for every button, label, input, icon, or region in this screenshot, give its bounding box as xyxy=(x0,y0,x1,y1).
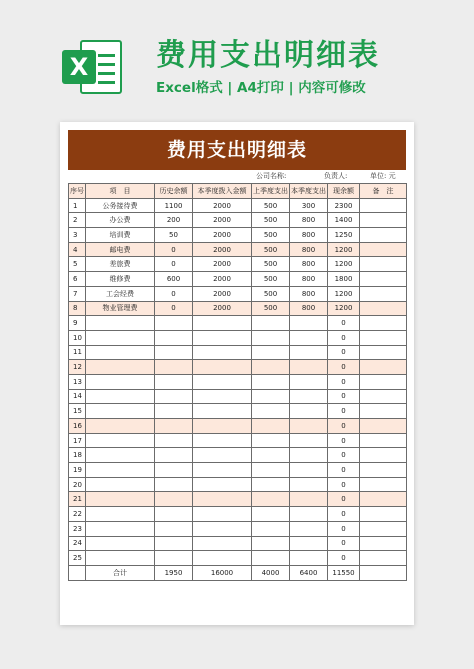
cell-bal: 0 xyxy=(328,419,360,434)
table-row xyxy=(69,448,407,463)
company-name-label: 公司名称: xyxy=(256,172,287,180)
cell-no: 21 xyxy=(69,492,86,507)
cell-note xyxy=(360,272,407,287)
cell-no: 15 xyxy=(69,404,86,419)
cell-curr xyxy=(290,316,328,331)
cell-note xyxy=(360,507,407,522)
cell-curr xyxy=(290,463,328,478)
header-cell: 历史余额 xyxy=(155,184,193,199)
cell-note xyxy=(360,463,407,478)
header-cell: 现余额 xyxy=(328,184,360,199)
cell-note xyxy=(360,301,407,316)
cell-alloc xyxy=(193,492,252,507)
cell-alloc xyxy=(193,507,252,522)
table-row xyxy=(69,521,407,536)
cell-item: 维修费 xyxy=(86,272,155,287)
excel-letter: X xyxy=(62,50,96,84)
cell-no: 23 xyxy=(69,521,86,536)
cell-bal: 1200 xyxy=(328,301,360,316)
cell-curr xyxy=(290,536,328,551)
cell-prev xyxy=(252,536,290,551)
cell-bal: 0 xyxy=(328,551,360,566)
cell-curr: 800 xyxy=(290,286,328,301)
cell-bal: 0 xyxy=(328,389,360,404)
cell-note xyxy=(360,551,407,566)
cell-bal: 0 xyxy=(328,360,360,375)
cell-alloc xyxy=(193,345,252,360)
cell-no: 1 xyxy=(69,198,86,213)
cell-no: 16 xyxy=(69,419,86,434)
cell-no: 18 xyxy=(69,448,86,463)
cell-alloc xyxy=(193,374,252,389)
cell-item xyxy=(86,448,155,463)
cell-alloc: 2000 xyxy=(193,257,252,272)
cell-bal: 0 xyxy=(328,374,360,389)
table-row xyxy=(69,433,407,448)
cell-item xyxy=(86,463,155,478)
cell-note xyxy=(360,257,407,272)
cell-prev xyxy=(252,345,290,360)
cell-note xyxy=(360,419,407,434)
cell-item xyxy=(86,536,155,551)
excel-icon xyxy=(62,36,124,98)
cell-alloc xyxy=(193,419,252,434)
cell-prev xyxy=(252,521,290,536)
cell-item xyxy=(86,492,155,507)
cell-no: 6 xyxy=(69,272,86,287)
cell-no: 17 xyxy=(69,433,86,448)
cell-bal: 0 xyxy=(328,477,360,492)
cell-no: 25 xyxy=(69,551,86,566)
table-row xyxy=(69,213,407,228)
cell-no: 14 xyxy=(69,389,86,404)
cell-hist xyxy=(155,360,193,375)
cell-prev xyxy=(252,316,290,331)
cell-item xyxy=(86,360,155,375)
totals-row xyxy=(69,565,407,580)
cell-hist: 200 xyxy=(155,213,193,228)
template-banner xyxy=(0,0,474,120)
cell-hist xyxy=(155,536,193,551)
cell-alloc: 2000 xyxy=(193,301,252,316)
table-row xyxy=(69,463,407,478)
cell-prev xyxy=(252,389,290,404)
cell-curr: 800 xyxy=(290,301,328,316)
cell-curr: 800 xyxy=(290,272,328,287)
cell-note xyxy=(360,286,407,301)
cell-item: 差旅费 xyxy=(86,257,155,272)
table-row xyxy=(69,301,407,316)
cell-note xyxy=(360,536,407,551)
cell-hist: 0 xyxy=(155,242,193,257)
cell-prev: 500 xyxy=(252,301,290,316)
cell-item: 培训费 xyxy=(86,228,155,243)
total-bal-cell: 11550 xyxy=(328,565,360,580)
cell-curr xyxy=(290,404,328,419)
table-row xyxy=(69,286,407,301)
cell-note xyxy=(360,242,407,257)
cell-note xyxy=(360,521,407,536)
cell-hist xyxy=(155,477,193,492)
table-row xyxy=(69,228,407,243)
cell-alloc xyxy=(193,404,252,419)
cell-note xyxy=(360,228,407,243)
cell-bal: 2300 xyxy=(328,198,360,213)
total-curr-cell: 6400 xyxy=(290,565,328,580)
cell-bal: 0 xyxy=(328,433,360,448)
cell-prev xyxy=(252,448,290,463)
cell-prev: 500 xyxy=(252,242,290,257)
cell-bal: 0 xyxy=(328,345,360,360)
cell-alloc xyxy=(193,536,252,551)
cell-curr xyxy=(290,507,328,522)
cell-alloc xyxy=(193,448,252,463)
cell-item xyxy=(86,389,155,404)
owner-label: 负责人: xyxy=(324,172,348,180)
cell-alloc: 2000 xyxy=(193,228,252,243)
cell-prev: 500 xyxy=(252,213,290,228)
cell-prev: 500 xyxy=(252,228,290,243)
cell-hist xyxy=(155,448,193,463)
cell-prev: 500 xyxy=(252,272,290,287)
cell-hist xyxy=(155,433,193,448)
cell-item: 办公费 xyxy=(86,213,155,228)
header-cell: 项 目 xyxy=(86,184,155,199)
cell-prev xyxy=(252,551,290,566)
cell-curr: 800 xyxy=(290,213,328,228)
cell-hist xyxy=(155,316,193,331)
table-row xyxy=(69,257,407,272)
header-cell: 本季度拨入金额 xyxy=(193,184,252,199)
cell-hist xyxy=(155,492,193,507)
cell-alloc xyxy=(193,360,252,375)
cell-item xyxy=(86,477,155,492)
cell-bal: 1200 xyxy=(328,242,360,257)
cell-note xyxy=(360,360,407,375)
cell-item xyxy=(86,419,155,434)
cell-note xyxy=(360,330,407,345)
cell-item xyxy=(86,507,155,522)
cell-no: 4 xyxy=(69,242,86,257)
cell-alloc xyxy=(193,521,252,536)
cell-curr: 300 xyxy=(290,198,328,213)
cell-curr: 800 xyxy=(290,228,328,243)
cell-item: 工会经费 xyxy=(86,286,155,301)
cell-prev xyxy=(252,330,290,345)
cell-note xyxy=(360,492,407,507)
banner-title: 费用支出明细表 xyxy=(156,38,380,73)
cell-hist xyxy=(155,551,193,566)
cell-curr xyxy=(290,477,328,492)
cell-note xyxy=(360,213,407,228)
cell-alloc xyxy=(193,330,252,345)
cell-no: 12 xyxy=(69,360,86,375)
cell-hist xyxy=(155,404,193,419)
cell-bal: 0 xyxy=(328,448,360,463)
cell-alloc: 2000 xyxy=(193,272,252,287)
cell-alloc xyxy=(193,389,252,404)
cell-curr xyxy=(290,389,328,404)
cell-note xyxy=(360,448,407,463)
cell-bal: 1200 xyxy=(328,257,360,272)
cell-prev xyxy=(252,477,290,492)
cell-curr xyxy=(290,492,328,507)
cell-prev: 500 xyxy=(252,257,290,272)
cell-note xyxy=(360,433,407,448)
cell-bal: 0 xyxy=(328,330,360,345)
cell-no: 11 xyxy=(69,345,86,360)
cell-hist: 600 xyxy=(155,272,193,287)
cell-alloc: 2000 xyxy=(193,213,252,228)
cell-item xyxy=(86,404,155,419)
cell-prev xyxy=(252,374,290,389)
cell-no: 8 xyxy=(69,301,86,316)
cell-bal: 1250 xyxy=(328,228,360,243)
expense-table xyxy=(68,183,407,581)
cell-alloc xyxy=(193,551,252,566)
table-row xyxy=(69,419,407,434)
cell-bal: 0 xyxy=(328,404,360,419)
banner-subtitle: Excel格式 | A4打印 | 内容可修改 xyxy=(156,80,366,96)
total-alloc-cell: 16000 xyxy=(193,565,252,580)
cell-curr: 800 xyxy=(290,242,328,257)
cell-prev: 500 xyxy=(252,198,290,213)
cell-hist xyxy=(155,389,193,404)
cell-hist xyxy=(155,345,193,360)
cell-note xyxy=(360,389,407,404)
cell-bal: 0 xyxy=(328,536,360,551)
cell-alloc: 2000 xyxy=(193,198,252,213)
cell-alloc xyxy=(193,477,252,492)
cell-alloc: 2000 xyxy=(193,286,252,301)
cell-curr xyxy=(290,433,328,448)
table-header-row xyxy=(69,184,407,199)
table-row xyxy=(69,330,407,345)
total-spacer-cell xyxy=(69,565,86,580)
cell-alloc xyxy=(193,463,252,478)
cell-bal: 0 xyxy=(328,507,360,522)
cell-item: 物业管理费 xyxy=(86,301,155,316)
table-row xyxy=(69,492,407,507)
cell-curr xyxy=(290,419,328,434)
cell-curr xyxy=(290,551,328,566)
cell-prev xyxy=(252,419,290,434)
cell-prev xyxy=(252,492,290,507)
total-note-cell xyxy=(360,565,407,580)
cell-note xyxy=(360,345,407,360)
total-hist-cell: 1950 xyxy=(155,565,193,580)
cell-hist xyxy=(155,374,193,389)
table-row xyxy=(69,198,407,213)
cell-alloc xyxy=(193,316,252,331)
cell-hist: 0 xyxy=(155,286,193,301)
table-row xyxy=(69,272,407,287)
cell-hist xyxy=(155,507,193,522)
cell-hist: 0 xyxy=(155,257,193,272)
table-row xyxy=(69,389,407,404)
cell-item xyxy=(86,521,155,536)
spreadsheet-preview xyxy=(60,122,414,625)
table-row xyxy=(69,360,407,375)
table-row xyxy=(69,345,407,360)
table-row xyxy=(69,536,407,551)
header-cell: 序号 xyxy=(69,184,86,199)
table-row xyxy=(69,404,407,419)
cell-curr xyxy=(290,360,328,375)
cell-curr: 800 xyxy=(290,257,328,272)
cell-alloc: 2000 xyxy=(193,242,252,257)
table-row xyxy=(69,551,407,566)
header-cell: 上季度支出 xyxy=(252,184,290,199)
cell-item xyxy=(86,345,155,360)
cell-bal: 1400 xyxy=(328,213,360,228)
cell-prev xyxy=(252,433,290,448)
cell-note xyxy=(360,374,407,389)
cell-bal: 0 xyxy=(328,521,360,536)
cell-hist xyxy=(155,330,193,345)
cell-alloc xyxy=(193,433,252,448)
cell-prev xyxy=(252,463,290,478)
cell-bal: 1800 xyxy=(328,272,360,287)
cell-item xyxy=(86,330,155,345)
cell-no: 22 xyxy=(69,507,86,522)
table-row xyxy=(69,507,407,522)
header-cell: 备 注 xyxy=(360,184,407,199)
cell-no: 7 xyxy=(69,286,86,301)
cell-item xyxy=(86,316,155,331)
cell-no: 9 xyxy=(69,316,86,331)
table-row xyxy=(69,477,407,492)
cell-prev xyxy=(252,360,290,375)
cell-item xyxy=(86,551,155,566)
cell-bal: 0 xyxy=(328,463,360,478)
sheet-title: 费用支出明细表 xyxy=(68,130,406,170)
cell-curr xyxy=(290,448,328,463)
cell-no: 24 xyxy=(69,536,86,551)
header-cell: 本季度支出 xyxy=(290,184,328,199)
cell-hist xyxy=(155,521,193,536)
cell-no: 5 xyxy=(69,257,86,272)
table-row xyxy=(69,242,407,257)
unit-label: 单位: 元 xyxy=(370,172,396,180)
cell-bal: 0 xyxy=(328,316,360,331)
cell-note xyxy=(360,477,407,492)
cell-item xyxy=(86,374,155,389)
cell-hist: 0 xyxy=(155,301,193,316)
cell-curr xyxy=(290,374,328,389)
cell-hist: 1100 xyxy=(155,198,193,213)
cell-item xyxy=(86,433,155,448)
total-prev-cell: 4000 xyxy=(252,565,290,580)
cell-item: 公务接待费 xyxy=(86,198,155,213)
cell-hist xyxy=(155,463,193,478)
cell-no: 2 xyxy=(69,213,86,228)
cell-no: 20 xyxy=(69,477,86,492)
cell-no: 10 xyxy=(69,330,86,345)
cell-no: 3 xyxy=(69,228,86,243)
cell-no: 13 xyxy=(69,374,86,389)
cell-curr xyxy=(290,521,328,536)
cell-curr xyxy=(290,330,328,345)
cell-note xyxy=(360,198,407,213)
table-row xyxy=(69,316,407,331)
total-label-cell: 合计 xyxy=(86,565,155,580)
table-row xyxy=(69,374,407,389)
cell-item: 邮电费 xyxy=(86,242,155,257)
cell-prev xyxy=(252,507,290,522)
cell-hist: 50 xyxy=(155,228,193,243)
cell-bal: 0 xyxy=(328,492,360,507)
cell-note xyxy=(360,404,407,419)
cell-curr xyxy=(290,345,328,360)
cell-no: 19 xyxy=(69,463,86,478)
cell-prev: 500 xyxy=(252,286,290,301)
cell-hist xyxy=(155,419,193,434)
cell-bal: 1200 xyxy=(328,286,360,301)
cell-note xyxy=(360,316,407,331)
cell-prev xyxy=(252,404,290,419)
